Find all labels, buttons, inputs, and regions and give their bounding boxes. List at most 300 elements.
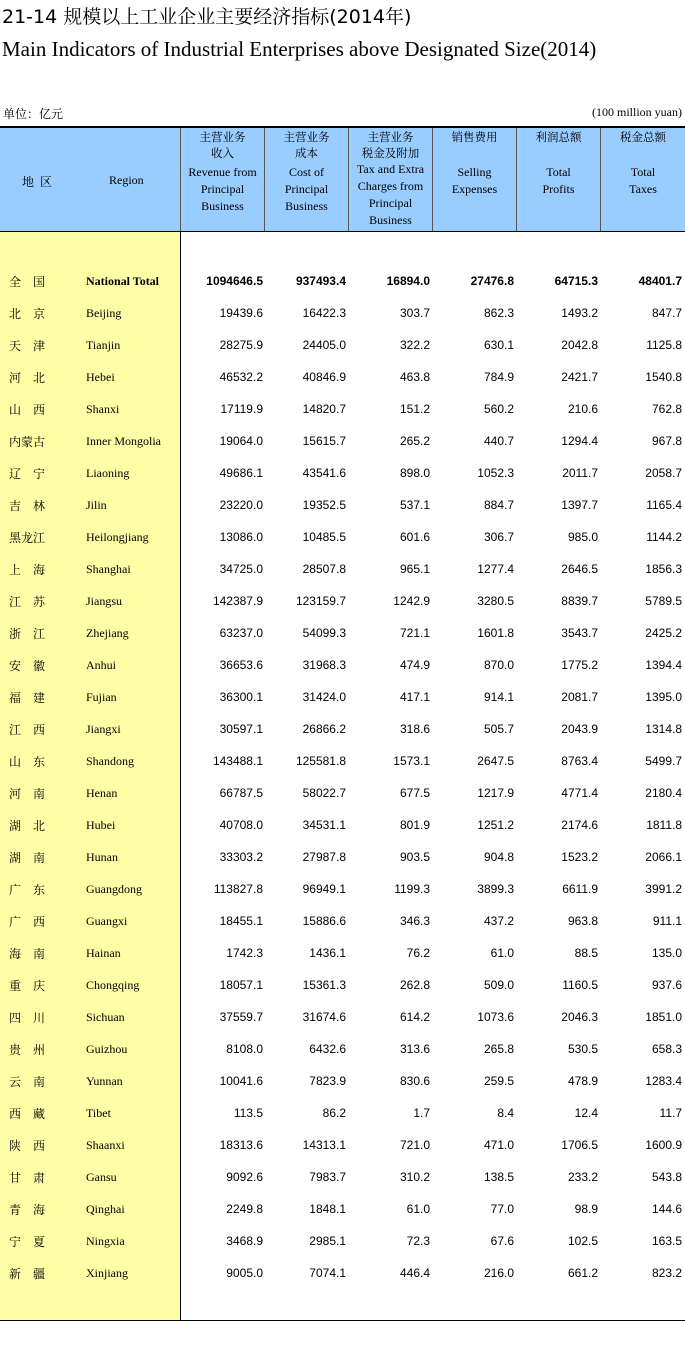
value-cell: 24405.0 [302,338,346,352]
value-cell: 63237.0 [219,626,263,640]
value-cell: 16422.3 [302,306,346,320]
region-name-english: Guangxi [86,914,128,928]
header-column-english [601,164,685,198]
header-column-chinese [181,129,264,161]
value-cell: 8108.0 [226,1042,263,1056]
header-cn-line: 主营业务 [199,130,246,144]
value-cell: 1856.3 [645,562,682,576]
value-cell: 2046.3 [561,1010,598,1024]
value-cell: 1573.1 [393,754,430,768]
unit-label-chinese: 单位：亿元 [3,107,64,121]
value-cell: 10041.6 [219,1074,263,1088]
value-cell: 3991.2 [645,882,682,896]
table-row [0,1257,685,1289]
value-cell: 1283.4 [645,1074,682,1088]
value-cell: 2646.5 [561,562,598,576]
value-cell: 30597.1 [219,722,263,736]
value-cell: 10485.5 [302,530,346,544]
value-cell: 19352.5 [302,498,346,512]
value-cell: 26866.2 [302,722,346,736]
value-cell: 5499.7 [645,754,682,768]
table-row [0,713,685,745]
header-en-line: Cost of [288,165,324,179]
header-column-english [349,161,432,229]
header-en-line: Selling [457,165,492,179]
region-name-chinese: 福 建 [9,691,46,705]
value-cell: 8.4 [497,1106,514,1120]
value-cell: 1199.3 [394,882,430,896]
value-cell: 49686.1 [219,466,263,480]
value-cell: 13086.0 [219,530,263,544]
value-cell: 233.2 [567,1170,598,1184]
header-column-chinese [265,129,348,161]
value-cell: 7074.1 [309,1266,346,1280]
header-en-line: Business [201,199,244,213]
value-cell: 784.9 [483,370,514,384]
region-name-chinese: 甘 肃 [9,1171,46,1185]
value-cell: 23220.0 [219,498,263,512]
value-cell: 870.0 [483,658,514,672]
header-region-cell [0,128,181,231]
value-cell: 898.0 [399,466,430,480]
value-cell: 6432.6 [309,1042,346,1056]
value-cell: 847.7 [651,306,682,320]
value-cell: 28507.8 [302,562,346,576]
value-cell: 7983.7 [309,1170,346,1184]
table-row [0,777,685,809]
value-cell: 1493.2 [561,306,598,320]
region-name-chinese: 西 藏 [9,1107,46,1121]
table-row [0,457,685,489]
region-name-chinese: 全 国 [9,275,46,289]
value-cell: 1094646.5 [206,274,263,288]
value-cell: 862.3 [483,306,514,320]
value-cell: 1052.3 [477,466,514,480]
value-cell: 54099.3 [302,626,346,640]
value-cell: 471.0 [483,1138,514,1152]
value-cell: 2174.6 [561,818,598,832]
value-cell: 33303.2 [219,850,263,864]
region-name-chinese: 安 徽 [9,659,46,673]
value-cell: 3280.5 [477,594,514,608]
value-cell: 474.9 [399,658,430,672]
value-cell: 86.2 [322,1106,346,1120]
region-name-english: Gansu [86,1170,117,1184]
value-cell: 31424.0 [302,690,346,704]
value-cell: 15361.3 [302,978,346,992]
value-cell: 2647.5 [477,754,514,768]
header-column-chinese [433,129,516,145]
value-cell: 259.5 [483,1074,514,1088]
value-cell: 40846.9 [302,370,346,384]
table-header [0,128,685,232]
table-row [0,1033,685,1065]
value-cell: 1.7 [413,1106,430,1120]
region-name-chinese: 黑龙江 [9,531,46,545]
table-row [0,489,685,521]
region-name-chinese: 天 津 [9,339,46,353]
region-name-chinese: 宁 夏 [9,1235,46,1249]
region-name-english: Guangdong [86,882,142,896]
table-row [0,617,685,649]
value-cell: 417.1 [399,690,430,704]
header-column-chinese [601,129,685,145]
region-name-chinese: 四 川 [9,1011,46,1025]
table-row [0,809,685,841]
region-name-chinese: 海 南 [9,947,46,961]
region-name-english: Hubei [86,818,116,832]
value-cell: 1523.2 [561,850,598,864]
value-cell: 210.6 [567,402,598,416]
value-cell: 463.8 [399,370,430,384]
header-en-line: Taxes [629,182,657,196]
region-name-english: Jiangsu [86,594,122,608]
value-cell: 884.7 [483,498,514,512]
value-cell: 543.8 [651,1170,682,1184]
value-cell: 31968.3 [302,658,346,672]
region-name-english: Yunnan [86,1074,123,1088]
header-en-line: Principal [200,182,245,196]
value-cell: 4771.4 [561,786,598,800]
region-name-english: Henan [86,786,118,800]
value-cell: 446.4 [399,1266,430,1280]
value-cell: 2985.1 [309,1234,346,1248]
table-row [0,745,685,777]
region-name-english: Shandong [86,754,134,768]
value-cell: 11.7 [659,1106,682,1120]
value-cell: 3468.9 [226,1234,263,1248]
header-region-chinese: 地区 [22,175,59,189]
value-cell: 18313.6 [219,1138,263,1152]
value-cell: 1394.4 [645,658,682,672]
unit-label-english: (100 million yuan) [592,105,682,119]
region-name-chinese: 江 苏 [9,595,46,609]
value-cell: 1811.8 [646,818,682,832]
region-name-english: Liaoning [86,466,130,480]
table-row [0,1193,685,1225]
table-row [0,841,685,873]
page-title-english: Main Indicators of Industrial Enterprises above Designated Size(2014) [2,37,597,61]
region-name-chinese: 吉 林 [9,499,46,513]
region-name-english: Hunan [86,850,118,864]
table-row [0,937,685,969]
value-cell: 113827.8 [213,882,263,896]
region-name-english: Anhui [86,658,116,672]
region-name-english: Chongqing [86,978,140,992]
value-cell: 967.8 [651,434,682,448]
value-cell: 1601.8 [477,626,514,640]
value-cell: 262.8 [399,978,430,992]
header-column-1 [181,128,265,231]
value-cell: 43541.6 [302,466,346,480]
table-row [0,425,685,457]
header-column-english [181,164,264,215]
value-cell: 18455.1 [219,914,263,928]
region-name-chinese: 贵 州 [9,1043,46,1057]
value-cell: 16894.0 [386,274,430,288]
header-column-chinese [349,129,432,161]
region-name-chinese: 重 庆 [9,979,46,993]
value-cell: 830.6 [399,1074,430,1088]
header-column-english [265,164,348,215]
table-row [0,873,685,905]
value-cell: 560.2 [483,402,514,416]
header-column-chinese [517,129,600,145]
value-cell: 601.6 [399,530,430,544]
region-name-chinese: 广 东 [9,883,46,897]
table-row [0,1065,685,1097]
value-cell: 437.2 [483,914,514,928]
table-row [0,361,685,393]
value-cell: 123159.7 [295,594,346,608]
value-cell: 440.7 [483,434,514,448]
value-cell: 265.2 [399,434,430,448]
value-cell: 914.1 [483,690,514,704]
value-cell: 509.0 [483,978,514,992]
region-name-chinese: 广 西 [9,915,46,929]
region-name-english: Xinjiang [86,1266,128,1280]
header-column-english [433,164,516,198]
value-cell: 67.6 [490,1234,514,1248]
region-name-chinese: 上 海 [9,563,46,577]
value-cell: 2425.2 [645,626,682,640]
header-en-line: Principal [284,182,329,196]
region-name-english: Tianjin [86,338,121,352]
value-cell: 36653.6 [219,658,263,672]
region-name-chinese: 浙 江 [9,627,46,641]
value-cell: 77.0 [490,1202,514,1216]
header-cn-line: 利润总额 [535,130,582,144]
header-en-line: Expenses [451,182,498,196]
value-cell: 48401.7 [638,274,682,288]
value-cell: 1436.1 [309,946,346,960]
value-cell: 7823.9 [309,1074,346,1088]
value-cell: 1251.2 [477,818,514,832]
header-column-3 [349,128,433,231]
value-cell: 27987.8 [302,850,346,864]
header-en-line: Total [630,165,656,179]
table-row [0,585,685,617]
region-name-english: Tibet [86,1106,111,1120]
region-name-english: Hebei [86,370,115,384]
value-cell: 1242.9 [393,594,430,608]
value-cell: 28275.9 [219,338,263,352]
value-cell: 1848.1 [309,1202,346,1216]
value-cell: 143488.1 [212,754,263,768]
value-cell: 505.7 [483,722,514,736]
value-cell: 46532.2 [219,370,263,384]
region-name-english: National Total [86,274,160,288]
value-cell: 1851.0 [645,1010,682,1024]
region-name-chinese: 青 海 [9,1203,46,1217]
table-row [0,905,685,937]
region-name-english: Hainan [86,946,121,960]
page-title-chinese: 21-14 规模以上工业企业主要经济指标(2014年) [2,6,412,28]
table-row [0,1161,685,1193]
value-cell: 9005.0 [226,1266,263,1280]
table-row [0,521,685,553]
table-row [0,1129,685,1161]
value-cell: 2043.9 [561,722,598,736]
value-cell: 762.8 [651,402,682,416]
region-name-english: Jilin [86,498,107,512]
value-cell: 31674.6 [302,1010,346,1024]
value-cell: 64715.3 [554,274,598,288]
value-cell: 144.6 [651,1202,682,1216]
region-name-chinese: 湖 南 [9,851,46,865]
value-cell: 823.2 [651,1266,682,1280]
value-cell: 537.1 [399,498,430,512]
value-cell: 216.0 [483,1266,514,1280]
value-cell: 2058.7 [645,466,682,480]
value-cell: 19439.6 [219,306,263,320]
value-cell: 8839.7 [561,594,598,608]
value-cell: 2042.8 [561,338,598,352]
value-cell: 18057.1 [219,978,263,992]
value-cell: 36300.1 [219,690,263,704]
value-cell: 1160.5 [562,978,598,992]
value-cell: 985.0 [567,530,598,544]
value-cell: 102.5 [567,1234,598,1248]
value-cell: 6611.9 [562,882,598,896]
header-cn-line: 销售费用 [451,130,498,144]
value-cell: 142387.9 [212,594,263,608]
value-cell: 125581.8 [295,754,346,768]
value-cell: 2180.4 [645,786,682,800]
table-row [0,553,685,585]
value-cell: 96949.1 [302,882,346,896]
region-name-chinese: 陕 西 [9,1139,46,1153]
region-name-chinese: 河 北 [9,371,46,385]
value-cell: 322.2 [399,338,430,352]
region-name-chinese: 北 京 [9,307,46,321]
value-cell: 721.1 [399,626,430,640]
value-cell: 61.0 [490,946,514,960]
value-cell: 9092.6 [226,1170,263,1184]
region-name-chinese: 新 疆 [9,1267,46,1281]
value-cell: 2421.7 [561,370,598,384]
value-cell: 27476.8 [470,274,514,288]
region-name-english: Shaanxi [86,1138,125,1152]
table-row [0,1097,685,1129]
value-cell: 98.9 [574,1202,598,1216]
value-cell: 1600.9 [645,1138,682,1152]
value-cell: 14313.1 [302,1138,346,1152]
value-cell: 8763.4 [561,754,598,768]
value-cell: 2011.7 [562,466,598,480]
region-name-english: Jiangxi [86,722,121,736]
value-cell: 163.5 [651,1234,682,1248]
value-cell: 965.1 [399,562,430,576]
table-row [0,1225,685,1257]
value-cell: 1144.2 [646,530,682,544]
value-cell: 478.9 [567,1074,598,1088]
table-bottom-rule [0,1320,685,1321]
table-row [0,297,685,329]
table-row [0,393,685,425]
value-cell: 88.5 [574,946,598,960]
header-column-2 [265,128,349,231]
value-cell: 658.3 [651,1042,682,1056]
value-cell: 904.8 [483,850,514,864]
header-cn-line: 主营业务 [367,130,414,144]
table-row-national-total [0,265,685,297]
region-name-english: Zhejiang [86,626,129,640]
region-name-chinese: 江 西 [9,723,46,737]
value-cell: 15886.6 [302,914,346,928]
value-cell: 1294.4 [561,434,598,448]
value-cell: 2249.8 [226,1202,263,1216]
table-row [0,649,685,681]
value-cell: 1277.4 [477,562,514,576]
value-cell: 911.1 [652,914,682,928]
region-name-chinese: 山 西 [9,403,46,417]
value-cell: 937.6 [651,978,682,992]
value-cell: 3899.3 [477,882,514,896]
region-name-english: Shanghai [86,562,131,576]
header-column-4 [433,128,517,231]
region-name-english: Shanxi [86,402,120,416]
header-en-line: Charges from [357,179,424,193]
header-cn-line: 税金及附加 [361,146,420,160]
value-cell: 12.4 [574,1106,598,1120]
header-en-line: Revenue from [188,165,257,179]
header-cn-line: 收入 [211,146,234,160]
value-cell: 318.6 [399,722,430,736]
table-row [0,1001,685,1033]
value-cell: 530.5 [567,1042,598,1056]
value-cell: 1217.9 [477,786,514,800]
region-name-chinese: 内蒙古 [9,435,46,449]
region-name-chinese: 云 南 [9,1075,46,1089]
value-cell: 5789.5 [645,594,682,608]
value-cell: 2066.1 [645,850,682,864]
region-name-chinese: 山 东 [9,755,46,769]
header-column-english [517,164,600,198]
header-en-line: Profits [542,182,575,196]
region-name-english: Fujian [86,690,117,704]
value-cell: 14820.7 [302,402,346,416]
region-name-english: Ningxia [86,1234,125,1248]
value-cell: 1706.5 [561,1138,598,1152]
value-cell: 721.0 [399,1138,430,1152]
value-cell: 113.5 [233,1106,263,1120]
header-cn-line: 主营业务 [283,130,330,144]
value-cell: 630.1 [483,338,514,352]
header-cn-line: 成本 [295,146,318,160]
value-cell: 15615.7 [302,434,346,448]
value-cell: 3543.7 [561,626,598,640]
header-en-line: Principal [368,196,413,210]
header-region-english: Region [109,173,144,187]
value-cell: 138.5 [483,1170,514,1184]
value-cell: 1125.8 [646,338,682,352]
table-row [0,329,685,361]
value-cell: 614.2 [399,1010,430,1024]
value-cell: 903.5 [399,850,430,864]
header-en-line: Tax and Extra [356,162,425,176]
region-name-chinese: 河 南 [9,787,46,801]
table-row [0,969,685,1001]
header-cn-line: 税金总额 [620,130,666,144]
value-cell: 76.2 [406,946,430,960]
header-en-line: Business [369,213,412,227]
value-cell: 306.7 [483,530,514,544]
region-name-chinese: 辽 宁 [9,467,46,481]
value-cell: 265.8 [483,1042,514,1056]
value-cell: 19064.0 [219,434,263,448]
value-cell: 151.2 [399,402,430,416]
